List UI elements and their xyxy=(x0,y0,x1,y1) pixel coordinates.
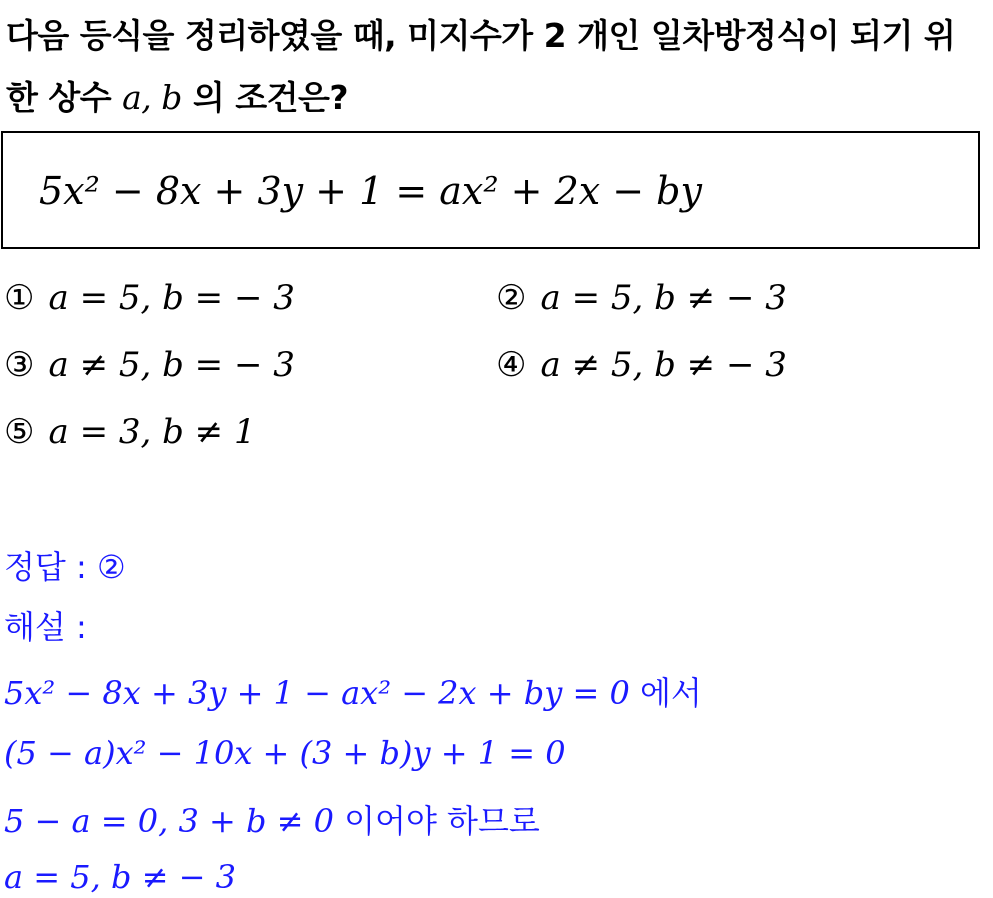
choice-4[interactable] xyxy=(496,345,787,385)
choice-3-text: a ≠ 5, b = − 3 xyxy=(48,345,295,385)
choice-4-text: a ≠ 5, b ≠ − 3 xyxy=(540,345,787,385)
question-line-2-post: 의 조건은? xyxy=(181,78,349,117)
solution-step-1 xyxy=(4,668,702,714)
question-line-1: 다음 등식을 정리하였을 때, 미지수가 2 개인 일차방정식이 되기 위 xyxy=(6,16,956,55)
answer-label: 정답 : ② xyxy=(4,548,126,586)
choice-2[interactable] xyxy=(496,278,787,318)
solution-step-1-math: 5x² − 8x + 3y + 1 − ax² − 2x + by = 0 xyxy=(4,674,630,712)
equation-text: 5x² − 8x + 3y + 1 = ax² + 2x − by xyxy=(39,169,702,213)
choice-1-text: a = 5, b = − 3 xyxy=(48,278,295,318)
explanation-label: 해설 : xyxy=(4,608,87,646)
solution-step-3 xyxy=(4,796,540,842)
choice-2-text: a = 5, b ≠ − 3 xyxy=(540,278,787,318)
choice-1[interactable] xyxy=(4,278,295,318)
solution-step-3-math: 5 − a = 0, 3 + b ≠ 0 xyxy=(4,802,334,840)
question-constants: a, b xyxy=(122,78,182,117)
choice-5-number: ⑤ xyxy=(4,412,35,452)
choice-3[interactable] xyxy=(4,345,295,385)
solution-step-1-text: 에서 xyxy=(629,674,702,712)
question-line-2-pre: 한 상수 xyxy=(6,78,123,117)
choice-5-text: a = 3, b ≠ 1 xyxy=(48,412,256,452)
equation-box xyxy=(1,131,980,249)
choice-5[interactable] xyxy=(4,412,256,452)
solution-step-4: a = 5, b ≠ − 3 xyxy=(4,858,236,896)
choice-4-number: ④ xyxy=(496,345,527,385)
solution-step-2: (5 − a)x² − 10x + (3 + b)y + 1 = 0 xyxy=(4,734,566,772)
choice-1-number: ① xyxy=(4,278,35,318)
choice-3-number: ③ xyxy=(4,345,35,385)
choice-2-number: ② xyxy=(496,278,527,318)
question-line-2 xyxy=(6,72,348,119)
solution-step-3-text: 이어야 하므로 xyxy=(333,802,540,840)
